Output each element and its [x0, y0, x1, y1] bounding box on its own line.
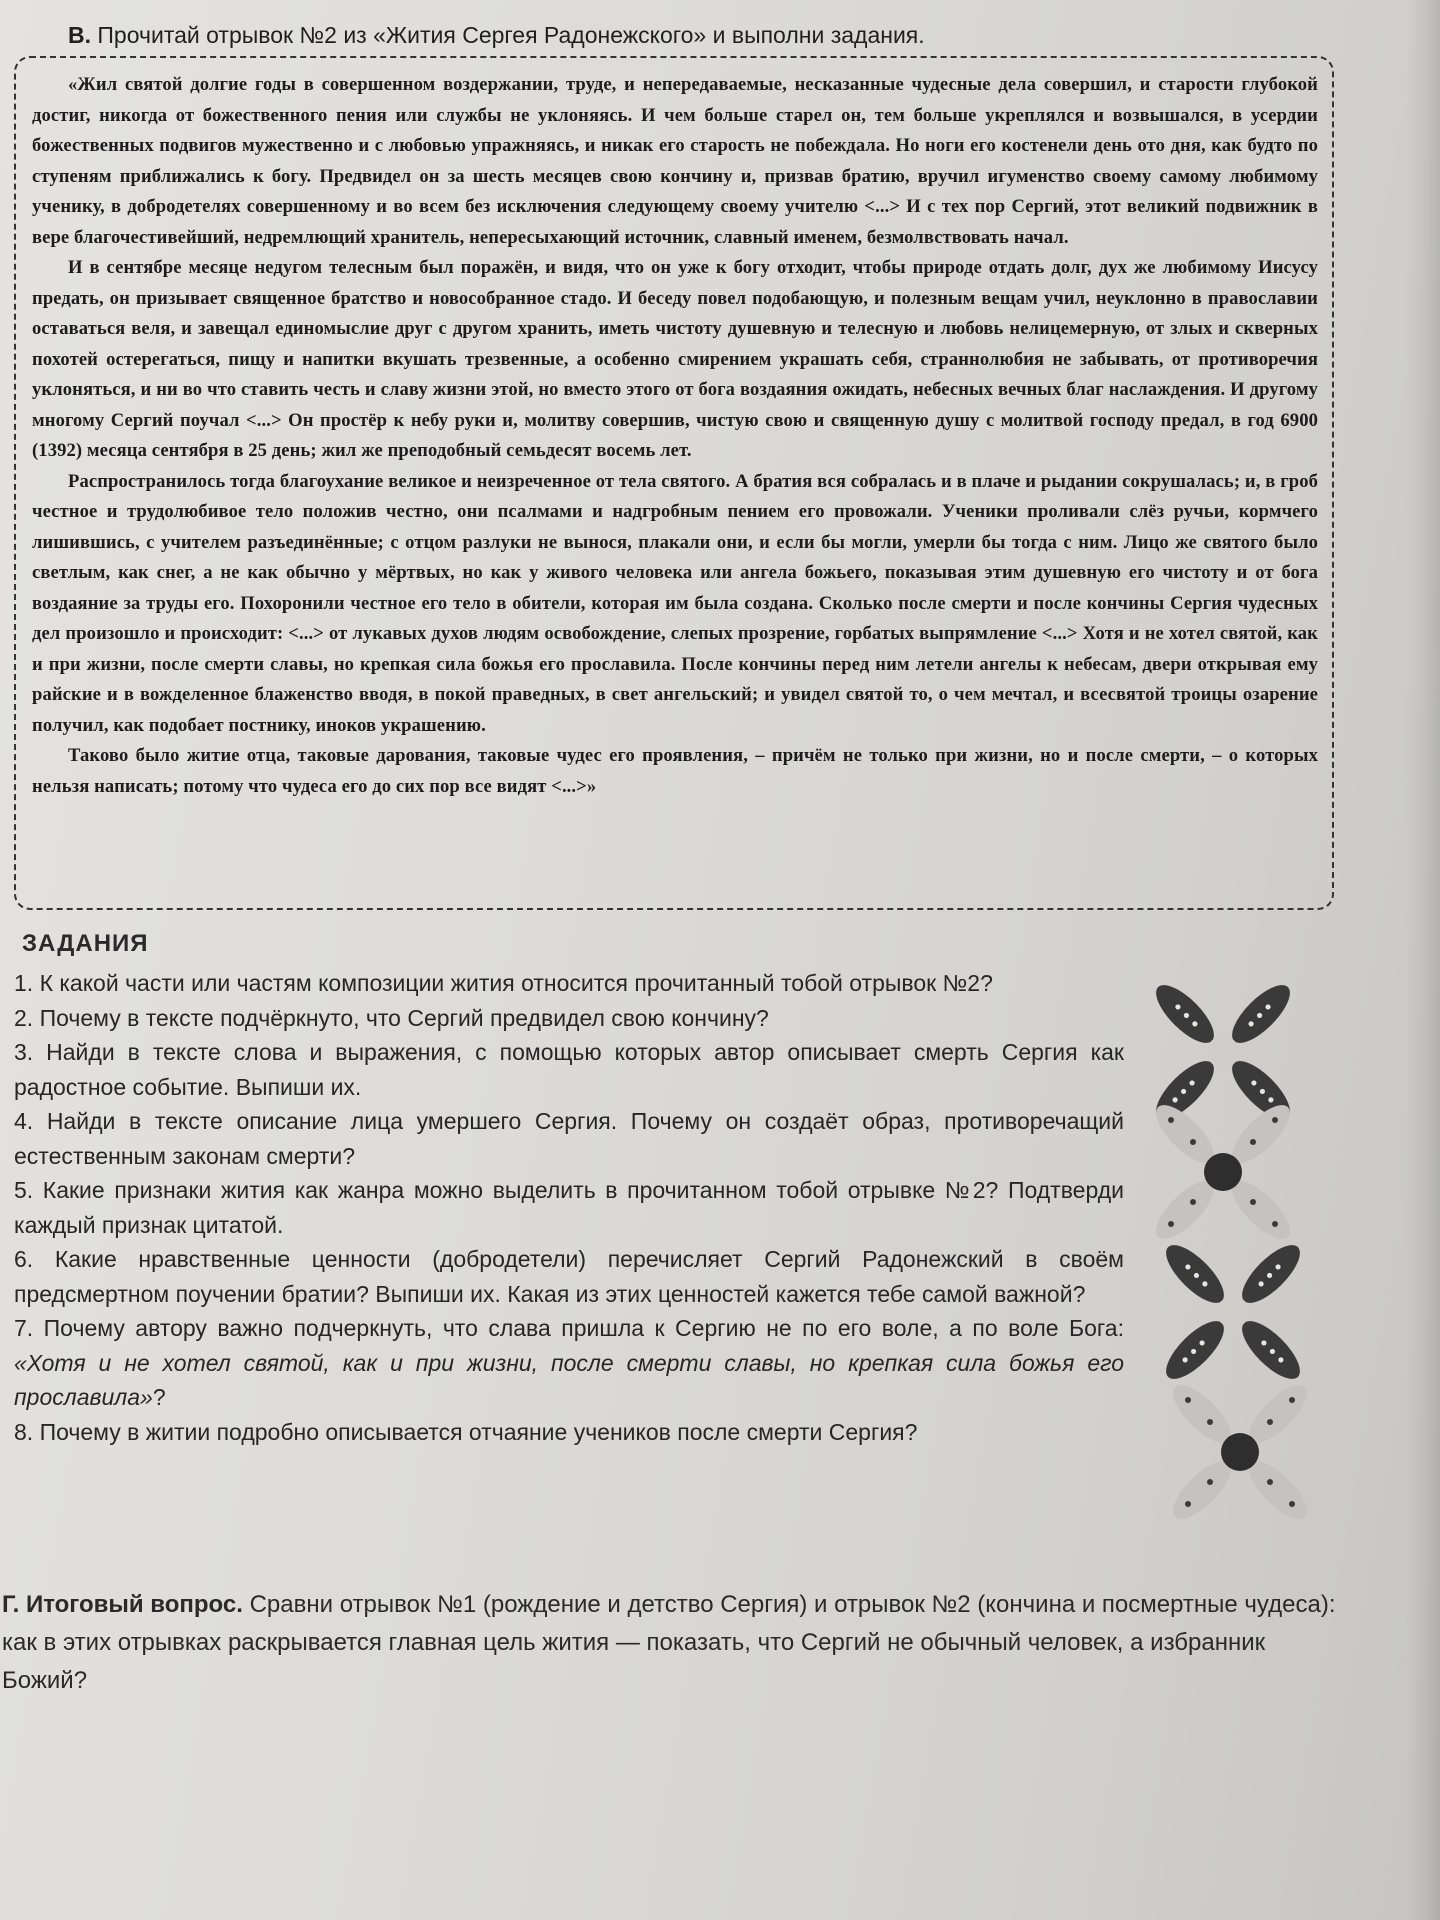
final-question — [2, 1586, 1342, 1700]
task-list — [14, 966, 1124, 1449]
page-edge-shadow — [1406, 0, 1440, 1920]
task-item-1: 1. К какой части или частям композиции жития относится прочитанный тобой отрывок №2? — [14, 970, 993, 996]
task-item-8: 8. Почему в житии подробно описывается отчаяние учеников после смерти Сергия? — [14, 1418, 918, 1445]
section-b-letter: В. — [68, 22, 91, 48]
ornament-motif-2 — [1148, 1097, 1299, 1248]
task-item-2: 2. Почему в тексте подчёркнуто, что Сергий предвидел свою кончину? — [14, 1004, 769, 1031]
passage-paragraph-4: Таково было житие отца, таковые дарования, таковые чудес его проявления, – причём не только при жизни, но и после смерти, – о которых нельзя написать; потому что чудеса его до сих пор все видят <...>» — [32, 745, 1318, 797]
final-question-text: Сравни отрывок №1 (рождение и детство Сергия) и отрывок №2 (кончина и посмертные чудеса): как в этих отрывках раскрывается главная цель жития — показать, что Сергий не обычный человек, а избранник Божий? — [2, 1591, 1336, 1694]
ornament-motif-1 — [1148, 977, 1299, 1128]
ornament-motif-3 — [1158, 1237, 1309, 1388]
task-item-4: 4. Найди в тексте описание лица умершего Сергия. Почему он создаёт образ, противоречащий естественным законам смерти? — [14, 1108, 1124, 1169]
passage-box — [14, 56, 1334, 910]
ornament-motif-4 — [1165, 1377, 1316, 1528]
task-item-6: 6. Какие нравственные ценности (добродетели) перечисляет Сергий Радонежский в своём предсмертном поучении братии? Выпиши их. Какая из этих ценностей кажется тебе самой важной? — [14, 1246, 1124, 1307]
passage-paragraph-1: «Жил святой долгие годы в совершенном воздержании, труде, и непередаваемые, несказанные чудесные дела совершил, и старости глубокой достиг, никогда от божественного пения или службы не уклоняясь. И чем больше старел он, тем больше укреплялся и возвышался, в усердии божественных подвигов мужественно и с любовью упражняясь, и никак его старость не побеждала. Но ноги его костенели день ото дня, как будто по ступеням приближались к богу. Предвидел он за шесть месяцев свою кончину и, призвав братию, вручил игуменство своему самому любимому ученику, в добродетелях совершенному и во всем без исключения следующему своему учителю <...> И с тех пор Сергий, этот великий подвижник в вере благочестивейший, недремлющий хранитель, непересыхающий источник, славный именем, безмолвствовать начал. — [32, 74, 1318, 248]
task-item-7 — [14, 1311, 1124, 1415]
final-question-label: Г. Итоговый вопрос. — [2, 1591, 243, 1618]
task-item-7-after: ? — [152, 1384, 166, 1410]
task-item-7-text: 7. Почему автору важно подчеркнуть, что слава пришла к Сергию не по его воле, а по воле Бога: — [14, 1315, 1124, 1341]
task-item-3: 3. Найди в тексте слова и выражения, с помощью которых автор описывает смерть Сергия как радостное событие. Выпиши их. — [14, 1039, 1124, 1100]
folk-ornament — [1128, 972, 1358, 1532]
tasks-heading: ЗАДАНИЯ — [22, 930, 149, 957]
passage-paragraph-3: Распространилось тогда благоухание великое и неизреченное от тела святого. А братия вся собралась и в плаче и рыдании сокрушалась; и, в гроб честное и трудолюбивое тело положив честно, они псалмами и надгробным пением его провожали. Ученики проливали слёз ручьи, кормчего лишившись, с учителем разъединённые; с отцом разлуки не вынося, плакали они, и если бы могли, умерли бы тогда с ним. Лицо же святого было светлым, как снег, а не как обычно у мёртвых, но как у живого человека или ангела божьего, показывая этим душевную его чистоту и от бога воздаяние за труды его. Похоронили честное его тело в обители, которая им была создана. Сколько после смерти и после кончины Сергия чудесных дел произошло и происходит: <...> от лукавых духов людям освобождение, слепых прозрение, горбатых выпрямление <...> Хотя и не хотел святой, как и при жизни, после смерти славы, но крепкая сила божья его прославила. После кончины перед ним летели ангелы к небесам, двери открывая ему райские и в вожделенное блаженство вводя, в покой праведных, в свет ангельский; и увидел святой то, о чем мечтал, и всесвятой троицы озарение получил, как подобает постнику, иноков украшению. — [32, 470, 1318, 736]
section-b-title-text: Прочитай отрывок №2 из «Жития Сергея Радонежского» и выполни задания. — [97, 22, 925, 48]
task-item-7-quote: «Хотя и не хотел святой, как и при жизни, после смерти славы, но крепкая сила божья его прославила» — [14, 1349, 1124, 1410]
passage-paragraph-2: И в сентябре месяце недугом телесным был поражён, и видя, что он уже к богу отходит, чтобы природе отдать долг, дух же любимому Иисусу предать, он призывает священное братство и новособранное стадо. И беседу повел подобающую, и полезным вещам учил, неуклонно в православии оставаться веля, и завещал единомыслие друг с другом хранить, иметь чистоту душевную и телесную и любовь нелицемерную, от злых и скверных похотей остерегаться, пищу и напитки вкушать трезвенные, а особенно смирением украшать себя, страннолюбия не забывать, от противоречия уклоняться, и ни во что ставить честь и славу жизни этой, но вместо этого от бога воздаяния ожидать, небесных вечных благ наслаждения. И другому многому Сергий поучал <...> Он простёр к небу руки и, молитву совершив, чистую свою и священную душу с молитвой господу предал, в год 6900 (1392) месяца сентября в 25 день; жил же преподобный семьдесят восемь лет. — [32, 257, 1318, 461]
section-b-title — [68, 22, 925, 49]
task-item-5: 5. Какие признаки жития как жанра можно выделить в прочитанном тобой отрывке №2? Подтверди каждый признак цитатой. — [14, 1177, 1124, 1238]
